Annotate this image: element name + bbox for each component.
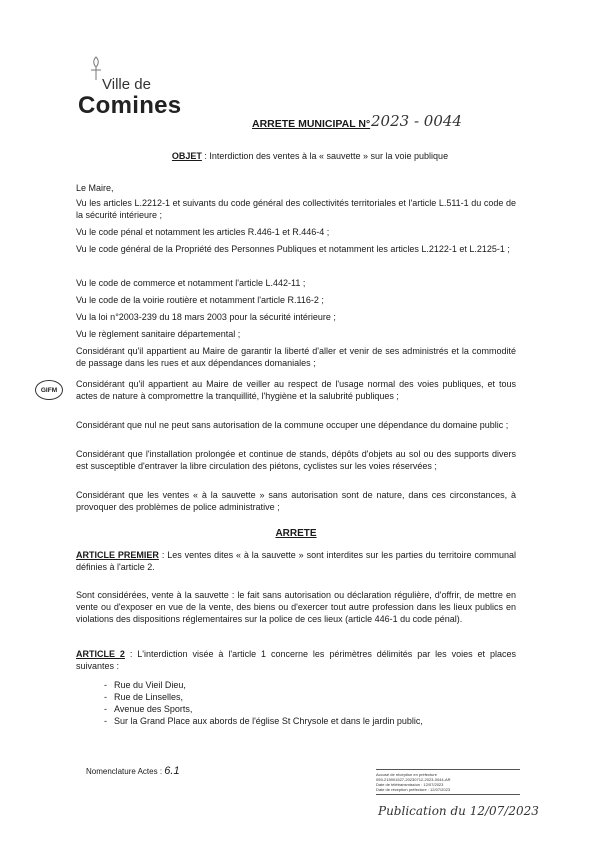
paragraph-6: Vu la loi n°2003-239 du 18 mars 2003 pour la sécurité intérieure ; [76,312,336,322]
receipt-line: Date de réception préfecture : 12/07/2023 [376,787,451,792]
arrete-number-handwritten: 2023 - 0044 [371,112,462,130]
paragraph-9: Considérant qu'il appartient au Maire de veiller au respect de l'usage normal des voies publiques, et tous actes de nature à compromettre la tranquillité, l'hygiène et la salubrité publiques ; [76,379,516,401]
article-1 [76,549,516,573]
article-2 [76,648,516,672]
logo-ville-de: Ville de [102,76,151,93]
objet-block [160,150,460,162]
paragraph-2: Vu le code pénal et notamment les articles R.446-1 et R.446-4 ; [76,227,330,237]
list-item: - Rue du Vieil Dieu, [76,679,516,691]
publication-handwritten: Publication du 12/07/2023 [378,804,539,818]
list-item: - Avenue des Sports, [76,703,516,715]
nomenclature-code: 6.1 [164,765,180,777]
objet-label: OBJET [171,151,202,161]
logo-comines: Comines [78,92,182,119]
receipt-line: Date de télétransmission : 12/07/2023 [376,782,444,787]
list-item: - Rue de Linselles, [76,691,516,703]
gifm-stamp: GIFM [35,380,63,400]
paragraph-12: Considérant que les ventes « à la sauvette » sans autorisation sont de nature, dans ces circonstances, à provoquer des problèmes de police administrative ; [76,490,516,512]
nomenclature-label: Nomenclature Actes : [86,767,163,776]
article-1-text: : Les ventes dites « à la sauvette » sont interdites sur les parties du territoire communal définies à l'article 2. [76,550,516,572]
prefecture-receipt-stamp [376,769,520,795]
intro-le-maire: Le Maire, [76,183,114,193]
arrete-number-label: ARRETE MUNICIPAL N° [252,118,371,130]
paragraph-4: Vu le code de commerce et notamment l'article L.442-11 ; [76,278,306,288]
paragraph-10: Considérant que nul ne peut sans autorisation de la commune occuper une dépendance du domaine public ; [76,420,509,430]
section-title-arrete: ARRETE [275,528,317,539]
places-list [76,679,516,727]
paragraph-7: Vu le règlement sanitaire départemental ; [76,329,241,339]
paragraph-11: Considérant que l'installation prolongée et continue de stands, dépôts d'objets au sol ou des supports divers est susceptible d'entraver la libre circulation des piétons, cyclistes sur les voies réservées ; [76,449,516,471]
paragraph-1: Vu les articles L.2212-1 et suivants du code général des collectivités territoriales et l'article L.511-1 du code de la sécurité intérieure ; [76,198,516,220]
paragraph-5: Vu le code de la voirie routière et notamment l'article R.116-2 ; [76,295,324,305]
nomenclature-actes [86,765,180,777]
list-item: - Sur la Grand Place aux abords de l'église St Chrysole et dans le jardin public, [76,715,516,727]
paragraph-3: Vu le code général de la Propriété des Personnes Publiques et notamment les articles L.2122-1 et L.2125-1 ; [76,244,510,254]
objet-text: : Interdiction des ventes à la « sauvette » sur la voie publique [201,151,449,161]
article-2-heading: ARTICLE 2 [76,649,125,659]
article-2-text: : L'interdiction visée à l'article 1 concerne les périmètres délimités par les voies et places suivantes : [76,649,516,671]
receipt-line: 059-215901527-20230712-2023-0044-AR [376,777,451,782]
paragraph-8: Considérant qu'il appartient au Maire de garantir la liberté d'aller et venir de ses administrés et la commodité de passage dans les rues et aux dépendances domaniales ; [76,346,516,368]
article-1-heading: ARTICLE PREMIER [76,550,159,560]
receipt-line: Accusé de réception en préfecture [376,772,437,777]
definition-paragraph: Sont considérées, vente à la sauvette : le fait sans autorisation ou déclaration régulière, d'offrir, de mettre en vente ou d'exposer en vue de la vente, des biens ou d'exercer tout autre profession dans les lieux publics en violations des dispositions réglementaires sur la police de ces lieux (article 446-1 du code pénal). [76,590,516,624]
